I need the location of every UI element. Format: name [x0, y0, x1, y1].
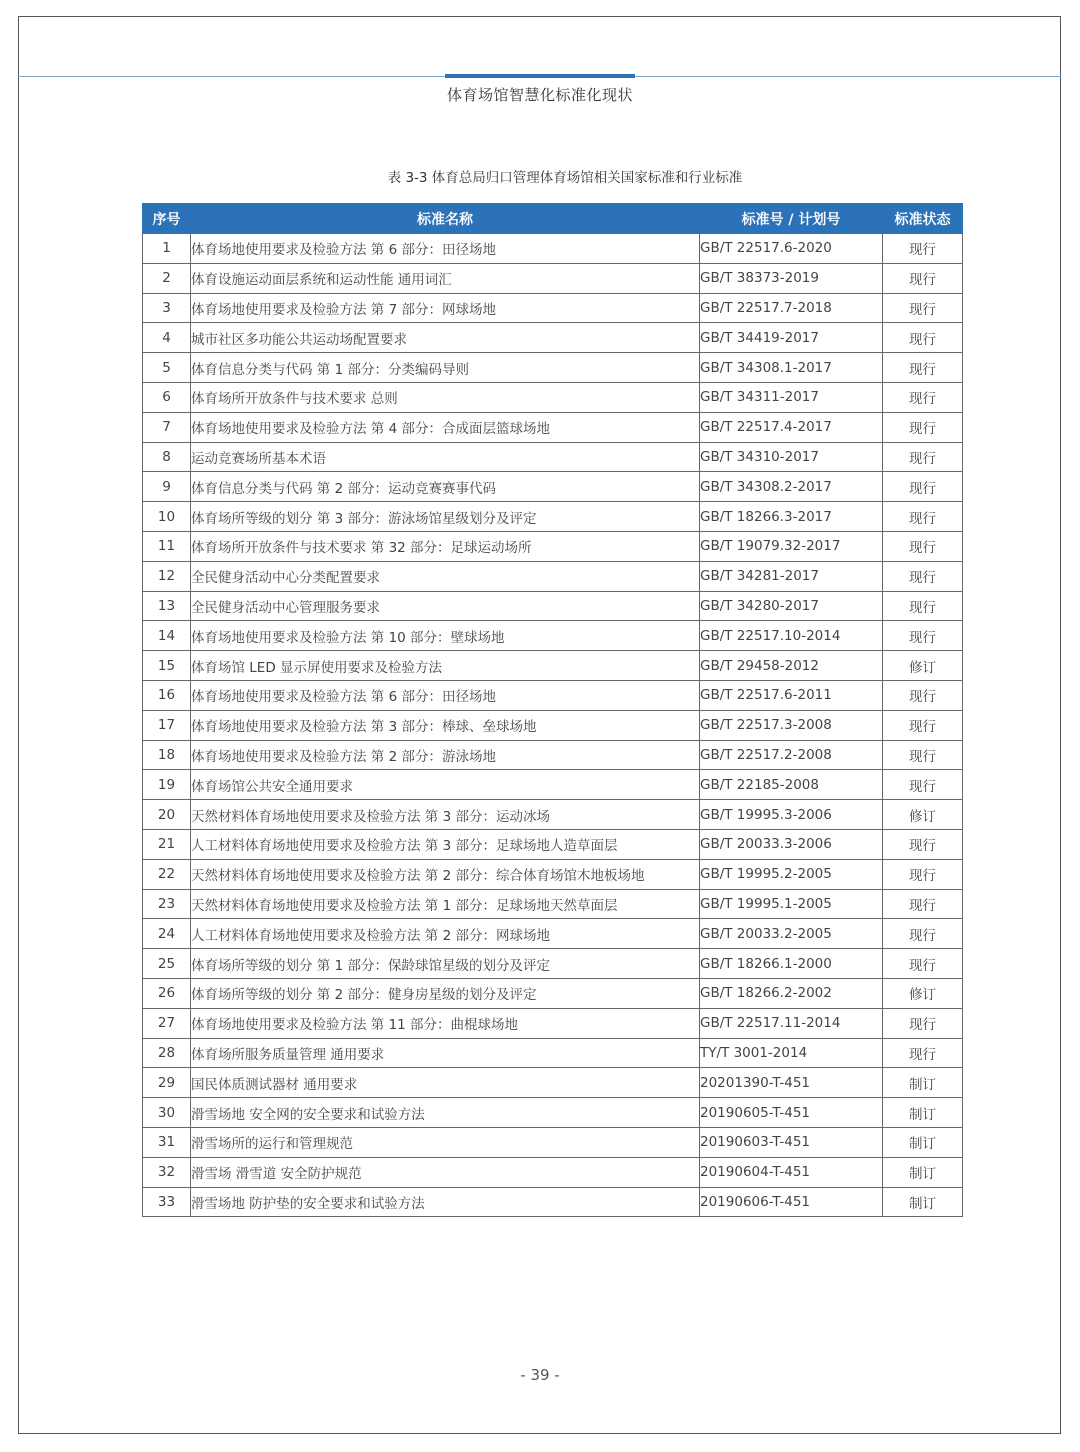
table-row	[143, 919, 963, 949]
standard-name: 体育场所服务质量管理 通用要求	[191, 1038, 700, 1068]
standard-name: 国民体质测试器材 通用要求	[191, 1068, 700, 1098]
standard-name: 体育场所开放条件与技术要求 第 32 部分：足球运动场所	[191, 531, 700, 561]
standard-status: 现行	[883, 680, 963, 710]
row-number: 2	[143, 263, 191, 293]
header-accent-bar	[445, 74, 635, 78]
row-number: 13	[143, 591, 191, 621]
table-caption: 表 3-3 体育总局归口管理体育场馆相关国家标准和行业标准	[387, 170, 743, 186]
standards-table	[142, 203, 963, 1217]
row-number: 19	[143, 770, 191, 800]
table-row	[143, 1008, 963, 1038]
standard-status: 现行	[883, 323, 963, 353]
table-row	[143, 502, 963, 532]
standard-code: GB/T 22517.3-2008	[700, 710, 883, 740]
standard-status: 现行	[883, 1008, 963, 1038]
standard-code: 20201390-T-451	[700, 1068, 883, 1098]
standard-status: 现行	[883, 293, 963, 323]
standard-code: GB/T 19995.2-2005	[700, 859, 883, 889]
standard-name: 体育场地使用要求及检验方法 第 7 部分：网球场地	[191, 293, 700, 323]
table-body	[143, 234, 963, 1217]
standard-status: 现行	[883, 531, 963, 561]
row-number: 26	[143, 978, 191, 1008]
table-row	[143, 382, 963, 412]
table-row	[143, 770, 963, 800]
row-number: 8	[143, 442, 191, 472]
standard-code: GB/T 19995.3-2006	[700, 800, 883, 830]
row-number: 11	[143, 531, 191, 561]
standard-status: 现行	[883, 770, 963, 800]
table-header-row	[143, 204, 963, 234]
standard-code: GB/T 22517.10-2014	[700, 621, 883, 651]
table-row	[143, 323, 963, 353]
standard-code: GB/T 22517.11-2014	[700, 1008, 883, 1038]
standard-name: 人工材料体育场地使用要求及检验方法 第 3 部分：足球场地人造草面层	[191, 829, 700, 859]
table-row	[143, 889, 963, 919]
row-number: 6	[143, 382, 191, 412]
page-number: - 39 -	[520, 1366, 560, 1384]
standard-status: 制订	[883, 1157, 963, 1187]
table-row	[143, 442, 963, 472]
row-number: 15	[143, 651, 191, 681]
standard-name: 体育场地使用要求及检验方法 第 10 部分：壁球场地	[191, 621, 700, 651]
standard-code: GB/T 22185-2008	[700, 770, 883, 800]
standard-name: 运动竞赛场所基本术语	[191, 442, 700, 472]
row-number: 24	[143, 919, 191, 949]
standard-name: 城市社区多功能公共运动场配置要求	[191, 323, 700, 353]
table-row	[143, 472, 963, 502]
standard-name: 体育信息分类与代码 第 2 部分：运动竞赛赛事代码	[191, 472, 700, 502]
standard-code: GB/T 34280-2017	[700, 591, 883, 621]
standard-code: GB/T 18266.2-2002	[700, 978, 883, 1008]
standard-code: 20190606-T-451	[700, 1187, 883, 1217]
row-number: 10	[143, 502, 191, 532]
standard-name: 体育设施运动面层系统和运动性能 通用词汇	[191, 263, 700, 293]
row-number: 5	[143, 353, 191, 383]
standard-name: 体育场馆 LED 显示屏使用要求及检验方法	[191, 651, 700, 681]
standard-name: 体育场所开放条件与技术要求 总则	[191, 382, 700, 412]
row-number: 29	[143, 1068, 191, 1098]
standard-status: 现行	[883, 949, 963, 979]
standard-code: GB/T 34310-2017	[700, 442, 883, 472]
standard-name: 体育场地使用要求及检验方法 第 3 部分：棒球、垒球场地	[191, 710, 700, 740]
table-row	[143, 949, 963, 979]
standard-status: 修订	[883, 978, 963, 1008]
standard-name: 全民健身活动中心分类配置要求	[191, 561, 700, 591]
standard-code: GB/T 18266.3-2017	[700, 502, 883, 532]
row-number: 20	[143, 800, 191, 830]
standard-status: 现行	[883, 919, 963, 949]
standard-code: GB/T 22517.2-2008	[700, 740, 883, 770]
standard-status: 现行	[883, 1038, 963, 1068]
standard-code: GB/T 20033.2-2005	[700, 919, 883, 949]
table-row	[143, 412, 963, 442]
standard-code: GB/T 19079.32-2017	[700, 531, 883, 561]
standard-status: 现行	[883, 561, 963, 591]
standard-code: GB/T 20033.3-2006	[700, 829, 883, 859]
standard-code: 20190603-T-451	[700, 1127, 883, 1157]
row-number: 32	[143, 1157, 191, 1187]
standard-code: GB/T 34419-2017	[700, 323, 883, 353]
standard-name: 体育场所等级的划分 第 2 部分：健身房星级的划分及评定	[191, 978, 700, 1008]
row-number: 9	[143, 472, 191, 502]
standard-name: 天然材料体育场地使用要求及检验方法 第 2 部分：综合体育场馆木地板场地	[191, 859, 700, 889]
row-number: 18	[143, 740, 191, 770]
standard-code: GB/T 22517.7-2018	[700, 293, 883, 323]
standard-name: 体育场所等级的划分 第 1 部分：保龄球馆星级的划分及评定	[191, 949, 700, 979]
table-row	[143, 1187, 963, 1217]
table-row	[143, 680, 963, 710]
standard-status: 现行	[883, 502, 963, 532]
table-row	[143, 800, 963, 830]
table-row	[143, 1127, 963, 1157]
row-number: 21	[143, 829, 191, 859]
standard-status: 修订	[883, 800, 963, 830]
row-number: 7	[143, 412, 191, 442]
standard-code: GB/T 19995.1-2005	[700, 889, 883, 919]
standard-code: GB/T 18266.1-2000	[700, 949, 883, 979]
standard-status: 现行	[883, 740, 963, 770]
standard-code: 20190605-T-451	[700, 1098, 883, 1128]
standard-status: 现行	[883, 829, 963, 859]
standard-name: 体育场地使用要求及检验方法 第 6 部分：田径场地	[191, 680, 700, 710]
standard-status: 现行	[883, 412, 963, 442]
standard-status: 现行	[883, 234, 963, 264]
table-row	[143, 829, 963, 859]
table-row	[143, 591, 963, 621]
row-number: 30	[143, 1098, 191, 1128]
standard-name: 滑雪场所的运行和管理规范	[191, 1127, 700, 1157]
standard-status: 制订	[883, 1098, 963, 1128]
table-row	[143, 1098, 963, 1128]
table-row	[143, 978, 963, 1008]
standard-status: 制订	[883, 1068, 963, 1098]
standard-status: 现行	[883, 621, 963, 651]
standard-name: 体育场所等级的划分 第 3 部分：游泳场馆星级划分及评定	[191, 502, 700, 532]
table-row	[143, 1068, 963, 1098]
standard-code: GB/T 38373-2019	[700, 263, 883, 293]
standard-status: 现行	[883, 472, 963, 502]
row-number: 4	[143, 323, 191, 353]
standard-status: 现行	[883, 859, 963, 889]
standard-code: 20190604-T-451	[700, 1157, 883, 1187]
table-row	[143, 293, 963, 323]
standard-name: 体育场地使用要求及检验方法 第 2 部分：游泳场地	[191, 740, 700, 770]
standard-status: 现行	[883, 442, 963, 472]
standard-status: 现行	[883, 710, 963, 740]
standard-code: GB/T 34308.1-2017	[700, 353, 883, 383]
running-header-title: 体育场馆智慧化标准化现状	[446, 86, 633, 104]
row-number: 16	[143, 680, 191, 710]
standard-name: 天然材料体育场地使用要求及检验方法 第 3 部分：运动冰场	[191, 800, 700, 830]
row-number: 23	[143, 889, 191, 919]
row-number: 25	[143, 949, 191, 979]
row-number: 28	[143, 1038, 191, 1068]
standard-status: 现行	[883, 889, 963, 919]
header-cell-code: 标准号 / 计划号	[700, 204, 883, 234]
table-row	[143, 531, 963, 561]
standard-name: 体育场地使用要求及检验方法 第 6 部分：田径场地	[191, 234, 700, 264]
standard-status: 现行	[883, 382, 963, 412]
row-number: 3	[143, 293, 191, 323]
standard-code: GB/T 22517.4-2017	[700, 412, 883, 442]
standard-name: 全民健身活动中心管理服务要求	[191, 591, 700, 621]
table-row	[143, 859, 963, 889]
header-cell-name: 标准名称	[191, 204, 700, 234]
standard-name: 体育场馆公共安全通用要求	[191, 770, 700, 800]
row-number: 31	[143, 1127, 191, 1157]
standard-status: 修订	[883, 651, 963, 681]
standard-name: 体育信息分类与代码 第 1 部分：分类编码导则	[191, 353, 700, 383]
standard-code: GB/T 29458-2012	[700, 651, 883, 681]
table-row	[143, 710, 963, 740]
row-number: 12	[143, 561, 191, 591]
standard-name: 体育场地使用要求及检验方法 第 4 部分：合成面层篮球场地	[191, 412, 700, 442]
table-row	[143, 234, 963, 264]
standard-status: 现行	[883, 353, 963, 383]
table-row	[143, 263, 963, 293]
table-row	[143, 561, 963, 591]
table-row	[143, 621, 963, 651]
standard-code: TY/T 3001-2014	[700, 1038, 883, 1068]
row-number: 22	[143, 859, 191, 889]
standard-name: 滑雪场地 安全网的安全要求和试验方法	[191, 1098, 700, 1128]
header-cell-status: 标准状态	[883, 204, 963, 234]
row-number: 33	[143, 1187, 191, 1217]
standard-code: GB/T 34281-2017	[700, 561, 883, 591]
row-number: 27	[143, 1008, 191, 1038]
standard-name: 滑雪场地 防护垫的安全要求和试验方法	[191, 1187, 700, 1217]
standard-code: GB/T 22517.6-2011	[700, 680, 883, 710]
standard-code: GB/T 22517.6-2020	[700, 234, 883, 264]
standard-code: GB/T 34311-2017	[700, 382, 883, 412]
table-row	[143, 651, 963, 681]
header-cell-no: 序号	[143, 204, 191, 234]
standard-code: GB/T 34308.2-2017	[700, 472, 883, 502]
row-number: 1	[143, 234, 191, 264]
table-row	[143, 1157, 963, 1187]
standard-name: 体育场地使用要求及检验方法 第 11 部分：曲棍球场地	[191, 1008, 700, 1038]
standard-status: 现行	[883, 263, 963, 293]
standard-status: 制订	[883, 1127, 963, 1157]
table-row	[143, 353, 963, 383]
table-row	[143, 740, 963, 770]
row-number: 17	[143, 710, 191, 740]
standard-name: 滑雪场 滑雪道 安全防护规范	[191, 1157, 700, 1187]
row-number: 14	[143, 621, 191, 651]
standard-name: 天然材料体育场地使用要求及检验方法 第 1 部分：足球场地天然草面层	[191, 889, 700, 919]
standard-name: 人工材料体育场地使用要求及检验方法 第 2 部分：网球场地	[191, 919, 700, 949]
standard-status: 制订	[883, 1187, 963, 1217]
standard-status: 现行	[883, 591, 963, 621]
table-row	[143, 1038, 963, 1068]
